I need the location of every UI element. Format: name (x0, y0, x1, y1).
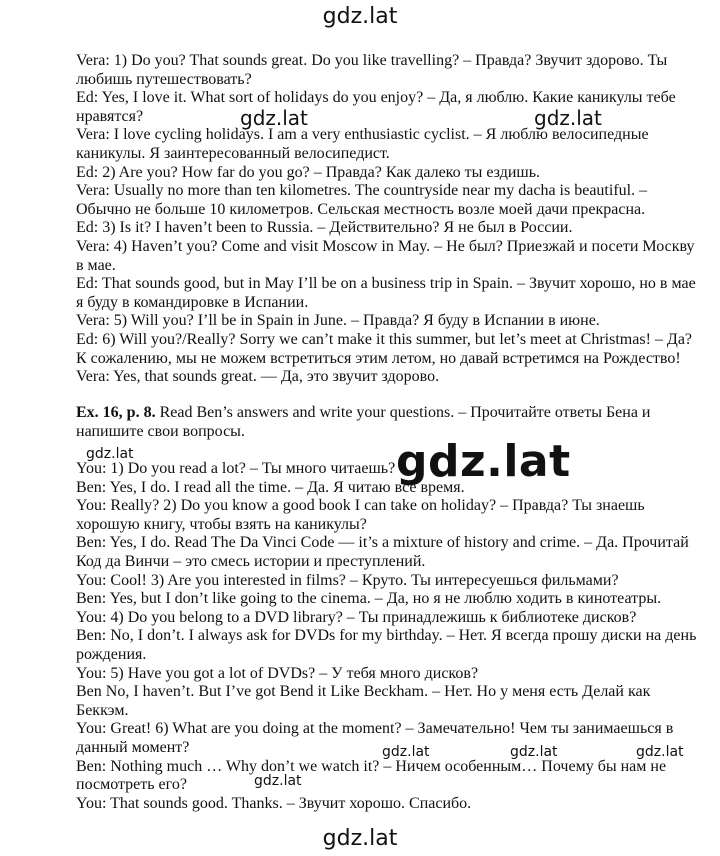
exercise-ref: Ex. 16, p. 8. (76, 404, 156, 421)
watermark-bottom-1: gdz.lat (382, 744, 430, 760)
exercise-heading (76, 404, 708, 441)
dialogue-line: Ben No, I haven’t. But I’ve got Bend it Like Beckham. – Нет. Но у меня есть Делай как (76, 683, 651, 701)
dialogue-line: You: Cool! 3) Are you interested in films? – Круто. Ты интересуешься фильмами? (76, 571, 619, 589)
exercise-instruction: Read Ben’s answers and write your questions. – Прочитайте ответы Бена и (155, 404, 651, 421)
dialogue-line: нравятся? (76, 107, 144, 125)
dialogue-line: Vera: Usually no more than ten kilometres. The countryside near my dacha is beautiful. – (76, 182, 648, 200)
dialogue-line: Ben: Nothing much … Why don’t we watch it? – Ничем особенным… Почему бы нам не (76, 757, 667, 775)
dialogue-line: Vera: 1) Do you? That sounds great. Do you like travelling? – Правда? Звучит здорово. Ты (76, 52, 668, 69)
dialogue-line: Ed: 3) Is it? I haven’t been to Russia. – Действительно? Я не был в России. (76, 219, 573, 237)
dialogue-line: Ed: 2) Are you? How far do you go? – Правда? Как далеко ты ездишь. (76, 163, 541, 181)
dialogue-line: Код да Винчи – это смесь истории и преступлений. (76, 552, 426, 570)
dialogue-line: любишь путешествовать? (76, 70, 252, 88)
dialogue-line: You: 1) Do you read a lot? – Ты много читаешь? (76, 460, 396, 477)
watermark-bottom-4: gdz.lat (254, 773, 302, 789)
exercise-instruction-line (76, 404, 708, 423)
dialogue-line: You: That sounds good. Thanks. – Звучит хорошо. Спасибо. (76, 794, 472, 812)
dialogue-line: Ed: 6) Will you?/Really? Sorry we can’t make it this summer, but let’s meet at Christmas! – Да? (76, 330, 693, 348)
dialogue-you-ben (76, 460, 708, 813)
dialogue-line: Беккэм. (76, 701, 129, 719)
watermark-mid-right: gdz.lat (534, 106, 602, 130)
dialogue-line: Vera: Yes, that sounds great. — Да, это звучит здорово. (76, 368, 440, 386)
watermark-mid-left: gdz.lat (240, 106, 308, 130)
dialogue-line: посмотреть его? (76, 776, 187, 794)
dialogue-line: в мае. (76, 256, 116, 274)
watermark-bottom-2: gdz.lat (510, 744, 558, 760)
watermark-top: gdz.lat (322, 4, 398, 29)
watermark-small-left: gdz.lat (86, 446, 134, 462)
dialogue-line: Ben: Yes, I do. I read all the time. – Да. Я читаю все время. (76, 478, 465, 496)
watermark-big: gdz.lat (396, 436, 571, 487)
dialogue-line: You: Great! 6) What are you doing at the moment? – Замечательно! Чем ты занимаешься в (76, 720, 674, 738)
dialogue-line: хорошую книгу, чтобы взять на каникулы? (76, 515, 367, 533)
dialogue-line: Обычно не больше 10 километров. Сельская местность возле моей дачи прекрасна. (76, 200, 646, 218)
dialogue-line: каникулы. Я заинтересованный велосипедист. (76, 144, 390, 162)
dialogue-line: рождения. (76, 645, 147, 663)
watermark-bottom: gdz.lat (322, 826, 398, 851)
dialogue-line: Ed: That sounds good, but in May I’ll be on a business trip in Spain. – Звучит хорошо, но в мае (76, 275, 696, 293)
dialogue-line: You: 4) Do you belong to a DVD library? – Ты принадлежишь к библиотеке дисков? (76, 608, 637, 626)
dialogue-line: You: 5) Have you got a lot of DVDs? – У тебя много дисков? (76, 664, 479, 682)
dialogue-line: я буду в командировке в Испании. (76, 293, 309, 311)
dialogue-line: Vera: 5) Will you? I’ll be in Spain in June. – Правда? Я буду в Испании в июне. (76, 312, 600, 330)
dialogue-vera-ed (76, 52, 708, 387)
dialogue-line: Ben: Yes, but I don’t like going to the cinema. – Да, но я не люблю ходить в кинотеатры. (76, 590, 662, 608)
dialogue-line: You: Really? 2) Do you know a good book I can take on holiday? – Правда? Ты знаешь (76, 497, 645, 515)
dialogue-line: Ben: Yes, I do. Read The Da Vinci Code — it’s a mixture of history and crime. – Да. Прочитай (76, 534, 689, 552)
dialogue-line: Ben: No, I don’t. I always ask for DVDs for my birthday. – Нет. Я всегда прошу диски на день (76, 627, 697, 645)
dialogue-line: данный момент? (76, 738, 190, 756)
watermark-bottom-3: gdz.lat (636, 744, 684, 760)
dialogue-line: К сожалению, мы не можем встретиться этим летом, но давай встретимся на Рождество! (76, 349, 681, 367)
dialogue-line: Vera: 4) Haven’t you? Come and visit Moscow in May. – Не был? Приезжай и посети Москву (76, 237, 695, 255)
dialogue-line: Ed: Yes, I love it. What sort of holidays do you enjoy? – Да, я люблю. Какие каникулы тебе (76, 89, 676, 107)
dialogue-line: Vera: I love cycling holidays. I am a very enthusiastic cyclist. – Я люблю велосипедные (76, 126, 649, 144)
exercise-instruction-line-2: напишите свои вопросы. (76, 422, 245, 440)
